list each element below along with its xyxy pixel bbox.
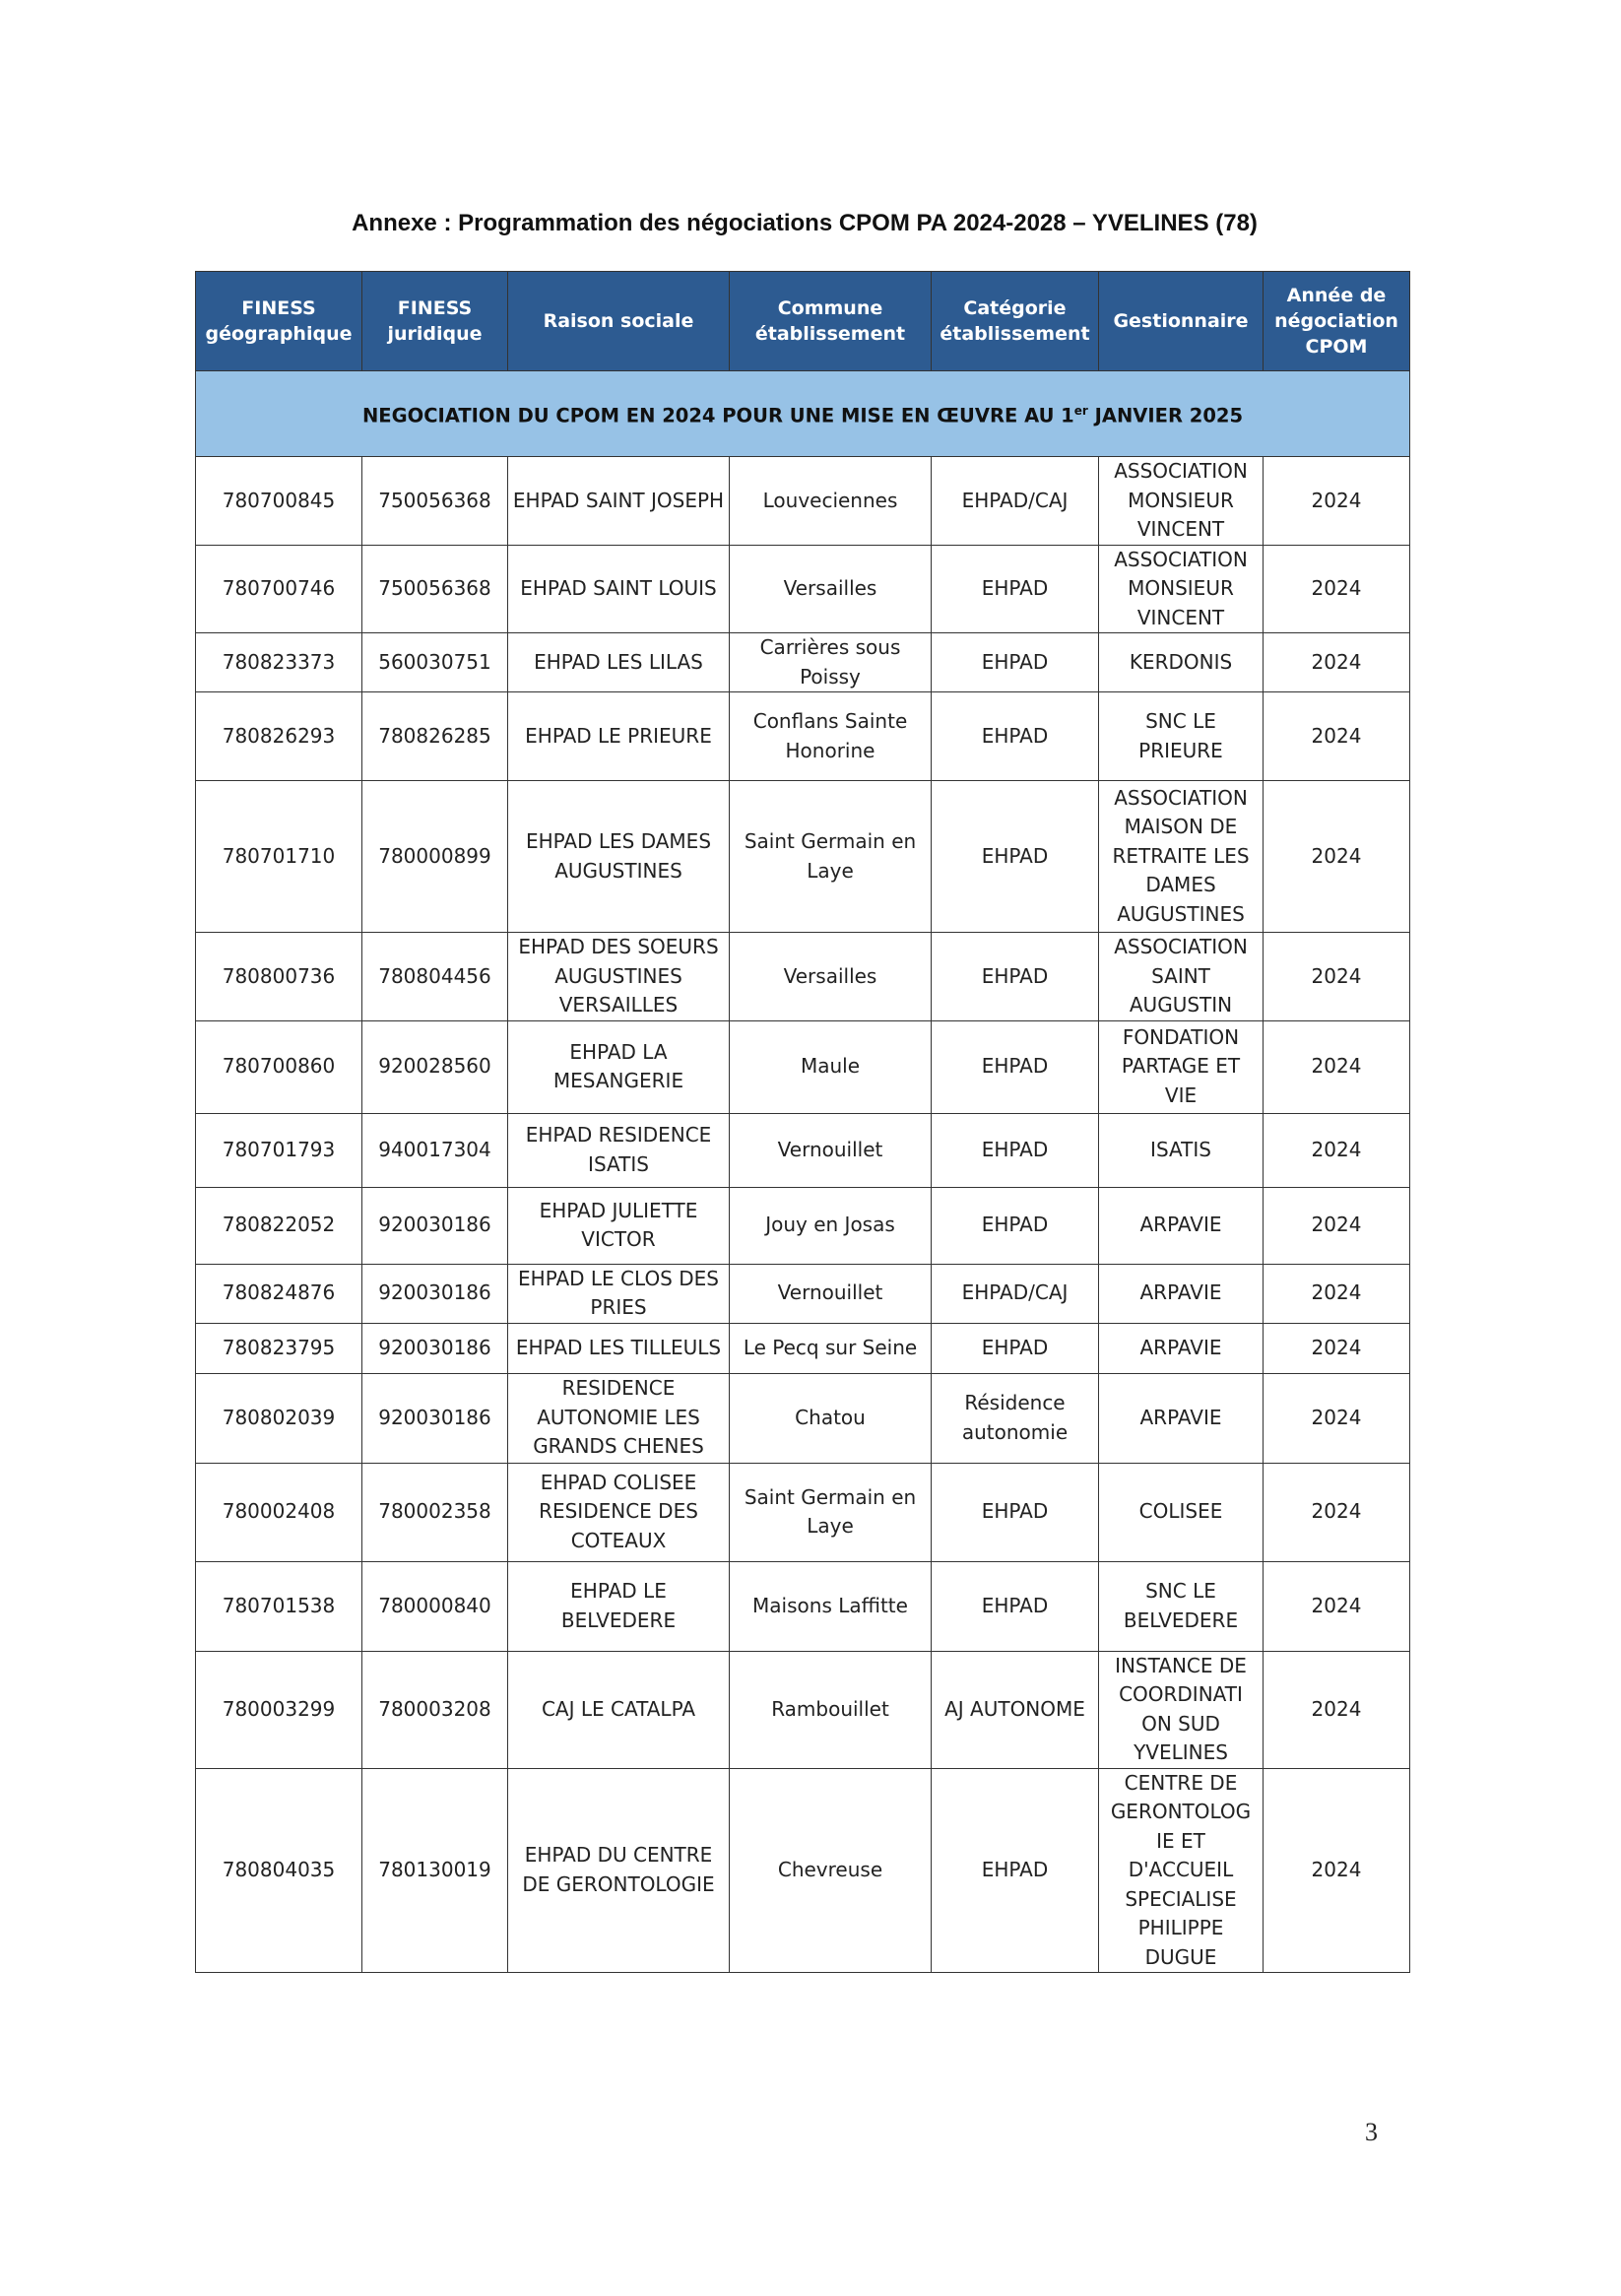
table-row: [196, 545, 1410, 633]
cell-annee: 2024: [1264, 1020, 1410, 1113]
cell-annee: 2024: [1264, 457, 1410, 546]
cell-finess-geographique: 780003299: [196, 1651, 362, 1768]
cell-commune: Maisons Laffitte: [730, 1561, 932, 1651]
cell-finess-geographique: 780804035: [196, 1768, 362, 1973]
cell-gestionnaire: INSTANCE DE COORDINATI ON SUD YVELINES: [1099, 1651, 1264, 1768]
header-gestionnaire: Gestionnaire: [1099, 272, 1264, 371]
cell-finess-juridique: 920030186: [362, 1323, 508, 1373]
cell-gestionnaire: ARPAVIE: [1099, 1187, 1264, 1264]
cell-gestionnaire: ASSOCIATION SAINT AUGUSTIN: [1099, 933, 1264, 1021]
cell-finess-juridique: 780002358: [362, 1463, 508, 1561]
cell-finess-geographique: 780823373: [196, 633, 362, 692]
section-superscript: er: [1073, 404, 1088, 418]
cell-finess-geographique: 780701710: [196, 781, 362, 933]
header-commune: Commune établissement: [730, 272, 932, 371]
cell-categorie: EHPAD: [932, 781, 1099, 933]
table-row: [196, 1373, 1410, 1463]
header-categorie: Catégorie établissement: [932, 272, 1099, 371]
cell-raison-sociale: CAJ LE CATALPA: [508, 1651, 730, 1768]
cell-finess-geographique: 780701793: [196, 1113, 362, 1187]
cell-raison-sociale: EHPAD SAINT LOUIS: [508, 545, 730, 633]
cell-raison-sociale: EHPAD DU CENTRE DE GERONTOLOGIE: [508, 1768, 730, 1973]
table-row: [196, 781, 1410, 933]
cell-finess-geographique: 780800736: [196, 933, 362, 1021]
cell-finess-juridique: 780826285: [362, 692, 508, 781]
cpom-table: [195, 271, 1410, 1973]
cell-raison-sociale: EHPAD LE BELVEDERE: [508, 1561, 730, 1651]
cell-finess-geographique: 780700860: [196, 1020, 362, 1113]
cell-finess-geographique: 780700746: [196, 545, 362, 633]
cell-categorie: EHPAD: [932, 1323, 1099, 1373]
header-raison-sociale: Raison sociale: [508, 272, 730, 371]
cell-finess-geographique: 780002408: [196, 1463, 362, 1561]
table-header: [196, 272, 1410, 371]
cell-finess-juridique: 780000840: [362, 1561, 508, 1651]
cell-annee: 2024: [1264, 1463, 1410, 1561]
cell-raison-sociale: EHPAD DES SOEURS AUGUSTINES VERSAILLES: [508, 933, 730, 1021]
cell-annee: 2024: [1264, 781, 1410, 933]
cell-raison-sociale: EHPAD SAINT JOSEPH: [508, 457, 730, 546]
cell-categorie: EHPAD/CAJ: [932, 1264, 1099, 1323]
cell-commune: Rambouillet: [730, 1651, 932, 1768]
cell-commune: Le Pecq sur Seine: [730, 1323, 932, 1373]
cell-categorie: EHPAD/CAJ: [932, 457, 1099, 546]
cell-finess-juridique: 940017304: [362, 1113, 508, 1187]
cell-gestionnaire: ARPAVIE: [1099, 1323, 1264, 1373]
cell-finess-geographique: 780701538: [196, 1561, 362, 1651]
section-heading: [196, 371, 1410, 457]
cell-commune: Jouy en Josas: [730, 1187, 932, 1264]
cell-gestionnaire: CENTRE DE GERONTOLOG IE ET D'ACCUEIL SPECIALISE PHILIPPE DUGUE: [1099, 1768, 1264, 1973]
cell-finess-juridique: 920030186: [362, 1187, 508, 1264]
cell-finess-juridique: 780130019: [362, 1768, 508, 1973]
cell-annee: 2024: [1264, 1264, 1410, 1323]
cell-gestionnaire: COLISEE: [1099, 1463, 1264, 1561]
cell-commune: Versailles: [730, 933, 932, 1021]
cell-gestionnaire: ASSOCIATION MONSIEUR VINCENT: [1099, 545, 1264, 633]
cell-commune: Conflans Sainte Honorine: [730, 692, 932, 781]
cell-categorie: EHPAD: [932, 1187, 1099, 1264]
cell-raison-sociale: RESIDENCE AUTONOMIE LES GRANDS CHENES: [508, 1373, 730, 1463]
cell-finess-juridique: 780804456: [362, 933, 508, 1021]
table-row: [196, 457, 1410, 546]
header-finess-juridique: FINESS juridique: [362, 272, 508, 371]
cell-finess-juridique: 780003208: [362, 1651, 508, 1768]
header-finess-geographique: FINESS géographique: [196, 272, 362, 371]
cell-finess-geographique: 780826293: [196, 692, 362, 781]
cell-annee: 2024: [1264, 1651, 1410, 1768]
cell-finess-juridique: 750056368: [362, 545, 508, 633]
cell-gestionnaire: ARPAVIE: [1099, 1373, 1264, 1463]
table-row: [196, 1561, 1410, 1651]
section-row: [196, 371, 1410, 457]
cell-annee: 2024: [1264, 1187, 1410, 1264]
cell-categorie: AJ AUTONOME: [932, 1651, 1099, 1768]
table-row: [196, 1651, 1410, 1768]
cell-gestionnaire: ARPAVIE: [1099, 1264, 1264, 1323]
page-title: Annexe : Programmation des négociations CPOM PA 2024-2028 – YVELINES (78): [352, 210, 1258, 236]
cell-commune: Vernouillet: [730, 1264, 932, 1323]
cell-commune: Chevreuse: [730, 1768, 932, 1973]
table-row: [196, 1323, 1410, 1373]
cell-categorie: EHPAD: [932, 1768, 1099, 1973]
cell-raison-sociale: EHPAD COLISEE RESIDENCE DES COTEAUX: [508, 1463, 730, 1561]
cell-gestionnaire: SNC LE PRIEURE: [1099, 692, 1264, 781]
section-text: NEGOCIATION DU CPOM EN 2024 POUR UNE MISE EN ŒUVRE AU 1: [361, 404, 1074, 427]
table-row: [196, 1113, 1410, 1187]
cell-categorie: Résidence autonomie: [932, 1373, 1099, 1463]
cell-commune: Versailles: [730, 545, 932, 633]
cell-gestionnaire: SNC LE BELVEDERE: [1099, 1561, 1264, 1651]
cell-gestionnaire: KERDONIS: [1099, 633, 1264, 692]
cell-raison-sociale: EHPAD LA MESANGERIE: [508, 1020, 730, 1113]
cell-annee: 2024: [1264, 933, 1410, 1021]
cell-finess-geographique: 780700845: [196, 457, 362, 546]
table-row: [196, 1463, 1410, 1561]
cell-gestionnaire: ASSOCIATION MONSIEUR VINCENT: [1099, 457, 1264, 546]
cell-annee: 2024: [1264, 692, 1410, 781]
cell-finess-juridique: 560030751: [362, 633, 508, 692]
cell-commune: Louveciennes: [730, 457, 932, 546]
cell-finess-juridique: 920030186: [362, 1373, 508, 1463]
cell-gestionnaire: ISATIS: [1099, 1113, 1264, 1187]
cell-finess-geographique: 780802039: [196, 1373, 362, 1463]
cell-gestionnaire: ASSOCIATION MAISON DE RETRAITE LES DAMES AUGUSTINES: [1099, 781, 1264, 933]
cell-finess-juridique: 920030186: [362, 1264, 508, 1323]
cell-annee: 2024: [1264, 545, 1410, 633]
cell-categorie: EHPAD: [932, 1020, 1099, 1113]
cell-commune: Carrières sous Poissy: [730, 633, 932, 692]
cell-raison-sociale: EHPAD RESIDENCE ISATIS: [508, 1113, 730, 1187]
cell-raison-sociale: EHPAD LES DAMES AUGUSTINES: [508, 781, 730, 933]
header-annee: Année de négociation CPOM: [1264, 272, 1410, 371]
cell-categorie: EHPAD: [932, 545, 1099, 633]
cell-raison-sociale: EHPAD JULIETTE VICTOR: [508, 1187, 730, 1264]
cell-raison-sociale: EHPAD LES LILAS: [508, 633, 730, 692]
cell-annee: 2024: [1264, 1113, 1410, 1187]
table-row: [196, 692, 1410, 781]
cell-annee: 2024: [1264, 1768, 1410, 1973]
cell-finess-geographique: 780822052: [196, 1187, 362, 1264]
table-row: [196, 633, 1410, 692]
cell-annee: 2024: [1264, 1561, 1410, 1651]
cell-finess-geographique: 780824876: [196, 1264, 362, 1323]
cell-finess-juridique: 750056368: [362, 457, 508, 546]
cell-finess-juridique: 920028560: [362, 1020, 508, 1113]
cell-commune: Chatou: [730, 1373, 932, 1463]
cell-categorie: EHPAD: [932, 1113, 1099, 1187]
cell-commune: Saint Germain en Laye: [730, 1463, 932, 1561]
table-row: [196, 1020, 1410, 1113]
cell-annee: 2024: [1264, 633, 1410, 692]
cell-commune: Maule: [730, 1020, 932, 1113]
cell-annee: 2024: [1264, 1323, 1410, 1373]
header-row: [196, 272, 1410, 371]
cell-raison-sociale: EHPAD LES TILLEULS: [508, 1323, 730, 1373]
table-row: [196, 1187, 1410, 1264]
cell-categorie: EHPAD: [932, 933, 1099, 1021]
cell-categorie: EHPAD: [932, 633, 1099, 692]
cell-raison-sociale: EHPAD LE CLOS DES PRIES: [508, 1264, 730, 1323]
table-body: [196, 371, 1410, 1973]
cell-raison-sociale: EHPAD LE PRIEURE: [508, 692, 730, 781]
table-row: [196, 1768, 1410, 1973]
cell-commune: Vernouillet: [730, 1113, 932, 1187]
cell-annee: 2024: [1264, 1373, 1410, 1463]
cell-finess-juridique: 780000899: [362, 781, 508, 933]
cell-commune: Saint Germain en Laye: [730, 781, 932, 933]
cell-categorie: EHPAD: [932, 1561, 1099, 1651]
table-row: [196, 1264, 1410, 1323]
cell-categorie: EHPAD: [932, 1463, 1099, 1561]
cell-finess-geographique: 780823795: [196, 1323, 362, 1373]
section-text-end: JANVIER 2025: [1087, 404, 1244, 427]
cell-gestionnaire: FONDATION PARTAGE ET VIE: [1099, 1020, 1264, 1113]
table-row: [196, 933, 1410, 1021]
cell-categorie: EHPAD: [932, 692, 1099, 781]
page-number: 3: [1365, 2118, 1378, 2146]
